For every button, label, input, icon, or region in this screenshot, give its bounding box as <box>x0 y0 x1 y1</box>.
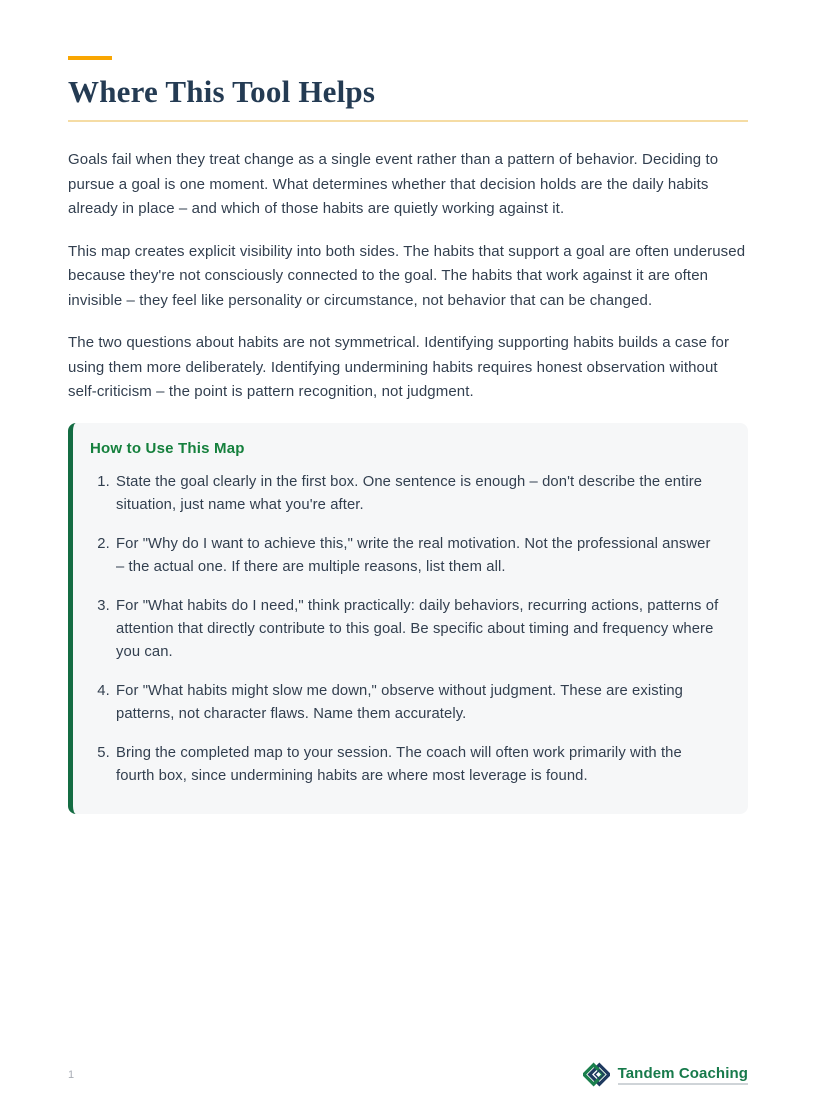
list-item: 1. State the goal clearly in the first box. One sentence is enough – don't describe the entire situation, just name what you're after. <box>114 471 722 517</box>
title-divider <box>68 120 748 122</box>
page-title: Where This Tool Helps <box>68 74 376 109</box>
document-page <box>0 56 816 814</box>
callout-heading: How to Use This Map <box>90 439 245 457</box>
brand-logo-link[interactable] <box>583 1061 748 1088</box>
list-item: 2. For "Why do I want to achieve this," write the real motivation. Not the professional answer – the actual one. If there are multiple reasons, list them all. <box>114 533 722 579</box>
title-accent-bar <box>68 56 112 60</box>
tandem-diamonds-icon <box>583 1061 610 1088</box>
intro-paragraph: Goals fail when they treat change as a single event rather than a pattern of behavior. Deciding to pursue a goal is one moment. What determines whether that decision holds are the daily habits already in place – and which of those habits are quietly working against it. <box>68 151 719 217</box>
intro-paragraph: The two questions about habits are not symmetrical. Identifying supporting habits builds a case for using them more deliberately. Identifying undermining habits requires honest observation without self-criticism – the point is pattern recognition, not judgment. <box>68 334 730 400</box>
brand-name: Tandem Coaching <box>618 1065 748 1085</box>
how-to-use-callout <box>68 423 748 814</box>
intro-section <box>68 148 748 405</box>
list-item: 5. Bring the completed map to your session. The coach will often work primarily with the fourth box, since undermining habits are where most leverage is found. <box>114 742 722 788</box>
instructions-list <box>90 471 722 788</box>
page-number: 1 <box>68 1068 75 1081</box>
intro-paragraph: This map creates explicit visibility into both sides. The habits that support a goal are often underused because they're not consciously connected to the goal. The habits that work against it are often invisible – they feel like personality or circumstance, not behavior that can be changed. <box>68 242 746 309</box>
list-item: 3. For "What habits do I need," think practically: daily behaviors, recurring actions, patterns of attention that directly contribute to this goal. Be specific about timing and frequency where you can. <box>114 595 722 664</box>
page-footer <box>68 1061 748 1088</box>
list-item: 4. For "What habits might slow me down," observe without judgment. These are existing patterns, not character flaws. Name them accurately. <box>114 680 722 726</box>
